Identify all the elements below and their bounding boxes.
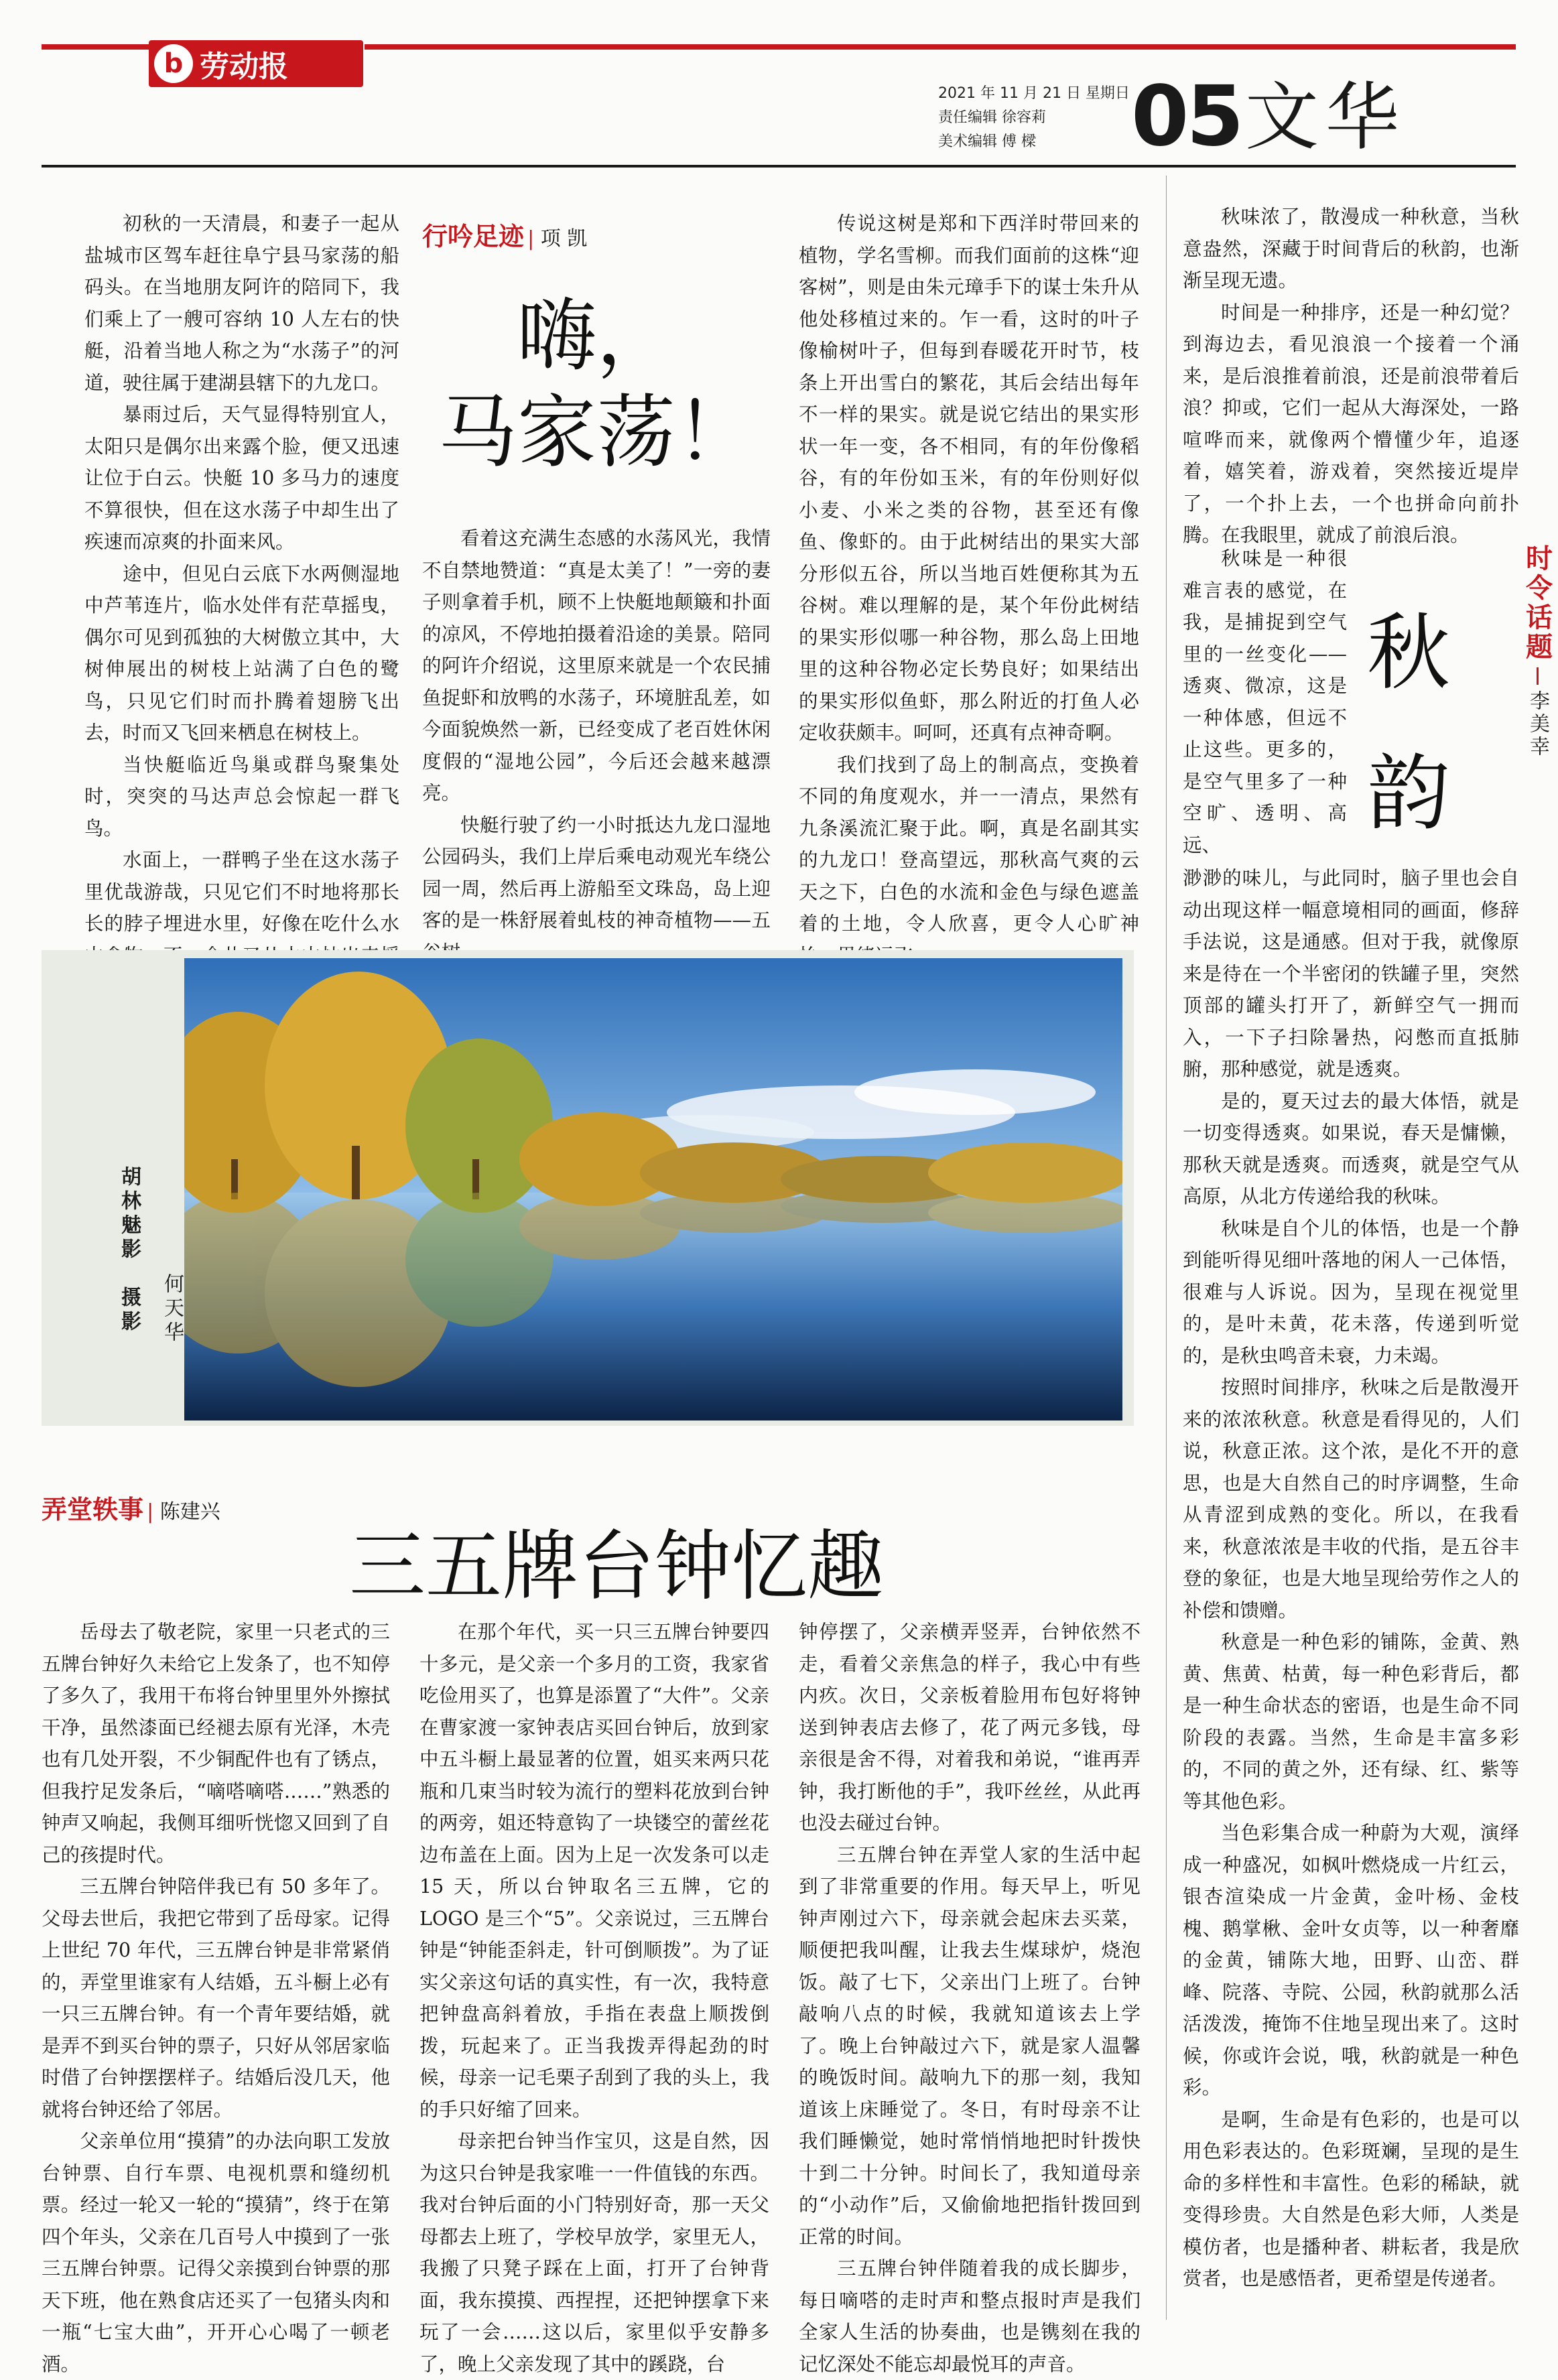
- story3-kicker: 弄堂轶事: [42, 1495, 144, 1524]
- paragraph: 渺渺的味儿，与此同时，脑子里也会自动出现这样一幅意境相同的画面，修辞手法说，这是通感。但对于我，就像原来是待在一个半密闭的铁罐子里，突然顶部的罐头打开了，新鲜空气一拥而入，一下子扫除暑热，闷憋而直抵肺腑，那种感觉，就是透爽。: [1183, 867, 1519, 1080]
- top-red-rule-right: [365, 44, 1516, 50]
- paragraph: 途中，但见白云底下水两侧湿地中芦苇连片，临水处伴有茫草摇曳，偶尔可见到孤独的大树傲立其中，大树伸展出的树枝上站满了白色的鹭鸟，只见它们时而扑腾着翅膀飞出去，时而又飞回来栖息在树枝上。: [84, 562, 399, 744]
- paragraph: 秋味浓了，散漫成一种秋意，当秋意盎然，深藏于时间背后的秋韵，也渐渐呈现无遗。: [1183, 206, 1519, 291]
- story1-title-line1: 嗨，: [517, 289, 675, 382]
- paragraph: 当快艇临近鸟巢或群鸟聚集处时，突突的马达声总会惊起一群飞鸟。: [84, 753, 399, 840]
- byline-separator: |: [147, 1500, 160, 1524]
- story2-title-char2: 韵: [1367, 746, 1451, 842]
- story2-byline: [1461, 544, 1558, 758]
- newspaper-logo[interactable]: [149, 40, 363, 87]
- paragraph: 按照时间排序，秋味之后是散漫开来的浓浓秋意。秋意是看得见的，人们说，秋意正浓。这个浓，是化不开的意思，也是大自然自己的时序调整，生命从青涩到成熟的变化。所以，在我看来，秋意浓浓是丰收的代指，是五谷丰登的象征，也是大地呈现给劳作之人的补偿和馈赠。: [1183, 1376, 1519, 1622]
- logo-mark-icon: b: [154, 44, 193, 83]
- story1-byline: [422, 216, 587, 253]
- story2-kicker: 时令话题: [1521, 544, 1553, 662]
- paragraph: 我们找到了岛上的制高点，变换着不同的角度观水，并一一清点，果然有九条溪流汇聚于此。啊，真是名副其实的九龙口！登高望远，那秋高气爽的云天之下，白色的水流和金色与绿色遮盖着的土地，令人欣喜，更令人心旷神: [799, 753, 1139, 935]
- paragraph: 钟停摆了，父亲横弄竖弄，台钟依然不走，看着父亲焦急的样子，我心中有些内疚。次日，父亲板着脸用布包好将钟送到钟表店去修了，花了两元多钱，母亲很是舍不得，对着我和弟说，“谁再弄钟，我打断他的手”，我吓丝丝，从此再也没去碰过台钟。: [799, 1621, 1141, 1834]
- landscape-photo[interactable]: [184, 958, 1122, 1420]
- story1-title-line2: 马家荡！: [438, 385, 755, 478]
- story3-byline: [42, 1489, 220, 1526]
- story2-col-narrow: [1183, 543, 1347, 861]
- paragraph: 秋味是自个儿的体悟，也是一个静到能听得见细叶落地的闲人一己体悟，很难与人诉说。因为，呈现在视觉里的，是叶未黄，花未落，传递到听觉的，是秋虫鸣音未衰，力未竭。: [1183, 1217, 1519, 1367]
- story3-title: 三五牌台钟忆趣: [348, 1522, 884, 1611]
- story1-col2: [422, 523, 771, 968]
- byline-separator: |: [527, 227, 541, 251]
- paragraph: 父亲单位用“摸猜”的办法向职工发放台钟票、自行车票、电视机票和缝纫机票。经过一轮又一轮的“摸猜”，终于在第四个年头，父亲在几百号人中摸到了一张三五牌台钟票。记得父亲摸到台钟票的那天下班，他在熟食店还买了一包猪头肉和一瓶“七宝大曲”，开开心心喝了一顿老酒。: [42, 2130, 390, 2375]
- paragraph: 秋意是一种色彩的铺陈，金黄、熟黄、焦黄、枯黄，每一种色彩背后，都是一种生命状态的密语，也是生命不同阶段的表露。当然，生命是丰富多彩的，不同的黄之外，还有绿、红、紫等等其他色彩。: [1183, 1631, 1519, 1812]
- paragraph: 母亲把台钟当作宝贝，这是自然，因为这只台钟是我家唯一一件值钱的东西。我对台钟后面的小门特别好奇，那一天父母都去上班了，学校早放学，家里无人，我搬了只凳子踩在上面，打开了台钟背面，我东摸摸、西捏捏，还把钟摆拿下来玩了一会……这以后，家里似乎安静多了，晚上父亲发现了其中的蹊跷，台: [419, 2130, 769, 2375]
- story3-col1: [42, 1616, 390, 2380]
- paragraph: 初秋的一天清晨，和妻子一起从盐城市区驾车赶往阜宁县马家荡的船码头。在当地朋友阿许的陪同下，我们乘上了一艘可容纳 10 人左右的快艇，沿着当地人称之为“水荡子”的河道，驶往属于建湖县辖下的九龙口。: [84, 212, 399, 394]
- issue-meta: [938, 82, 1159, 154]
- story2-col-top: [1183, 201, 1519, 551]
- paragraph: 传说这树是郑和下西洋时带回来的植物，学名雪柳。而我们面前的这株“迎客树”，则是由朱元璋手下的谋士朱升从他处移植过来的。乍一看，这时的叶子像榆树叶子，但每到春暖花开时节，枝条上开出雪白的繁花，其后会结出每年不一样的果实。就是说它结出的果实形状一年一变，各不相同，有的年份像稻谷，有的年份如玉米，有的年份则好似小麦、小米之类的谷物，甚至还有像鱼、像虾的。由于此树结出的果实大部分形似五谷，所以当地百姓便称其为五谷树。难以理解的是，某个年份此树结的果实形似哪一种谷物，那么岛上田地里的这种谷物必定长势良好；如果结出的果实形似鱼虾，那么附近的打鱼人必定收获颇丰。呵呵，还真有点神奇啊。: [799, 212, 1139, 744]
- story1-title: [422, 288, 771, 481]
- photo-caption-title: 胡林魅影 摄影: [117, 1166, 141, 1335]
- paragraph: 暴雨过后，天气显得特别宜人，太阳只是偶尔出来露个脸，便又迅速让位于白云。快艇 10 多马力的速度不算很快，但在这水荡子中却生出了疾速而凉爽的扑面来风。: [84, 403, 399, 553]
- paragraph: 在那个年代，买一只三五牌台钟要四十多元，是父亲一个多月的工资，我家省吃俭用买了，也算是添置了“大件”。父亲在曹家渡一家钟表店买回台钟后，放到家中五斗橱上最显著的位置，姐买来两只花瓶和几束当时较为流行的塑料花放到台钟的两旁，姐还特意钩了一块镂空的蕾丝花边布盖在上面。因为上足一次发条可以走 15 天，所以台钟取名三五牌，它的 LOGO 是三个“5”。父亲说过，三五牌台钟是“钟能歪斜走，针可倒顺拨”。为了证实父亲这句话的真实性，有一次，我特意把钟盘高斜着放，手指在表盘上顺拨倒拨，玩起来了。正当我拨弄得起劲的时候，母亲一记毛栗子刮到了我的头上，我的手只好缩了回来。: [419, 1621, 769, 2121]
- paragraph: 当色彩集合成一种蔚为大观，演绎成一种盛况，如枫叶燃烧成一片红云，银杏渲染成一片金黄，金叶杨、金枝槐、鹅掌楸、金叶女贞等，以一种奢靡的金黄，铺陈大地，田野、山峦、群峰、院落、寺院、公园，秋韵就那么活活泼泼，掩饰不住地呈现出来了。这时候，你或许会说，哦，秋韵就是一种色彩。: [1183, 1822, 1519, 2099]
- paragraph: 是啊，生命是有色彩的，也是可以用色彩表达的。色彩斑斓，呈现的是生命的多样性和丰富性。色彩的稀缺，就变得珍贵。大自然是色彩大师，人类是模仿者，也是播种者、耕耘者，我是欣赏者，也是感悟者，更希望是传递者。: [1183, 2108, 1519, 2290]
- story1-author: 项 凯: [540, 227, 588, 251]
- paragraph: 快艇行驶了约一小时抵达九龙口湿地公园码头，我们上岸后乘电动观光车绕公园一周，然后再上游船至文珠岛，岛上迎客的是一株舒展着虬枝的神奇植物——五: [422, 813, 771, 931]
- paragraph: 岳母去了敬老院，家里一只老式的三五牌台钟好久未给它上发条了，也不知停了多久了，我用干布将台钟里里外外擦拭干净，虽然漆面已经褪去原有光泽，木壳也有几处开裂，不少铜配件也有了锈点，但我拧足发条后，“嘀嗒嘀嗒……”熟悉的钟声又响起，我侧耳细听恍惚又回到了自己的孩提时代。: [42, 1621, 390, 1866]
- paragraph: 三五牌台钟伴随着我的成长脚步，每日嘀嗒的走时声和整点报时声是我们全家人生活的协奏曲，也是镌刻在我的记忆深处不能忘却最悦耳的声音。: [799, 2257, 1141, 2375]
- story3-col3: [799, 1616, 1141, 2380]
- story1-col1: [84, 208, 399, 1035]
- section-name: 文华: [1245, 74, 1406, 160]
- story1-col3: [799, 208, 1139, 1004]
- column-divider: [1166, 176, 1167, 2320]
- responsible-editor: 责任编辑 徐容莉: [938, 109, 1046, 126]
- paragraph: 是的，夏天过去的最大体悟，就是一切变得透爽。如果说，春天是慵懒，那秋天就是透爽。而透爽，就是空气从高原，从北方传递给我的秋味。: [1183, 1089, 1519, 1207]
- photo-caption-author: 何天华: [160, 1273, 184, 1345]
- paragraph: 三五牌台钟陪伴我已有 50 多年了。父母去世后，我把它带到了岳母家。记得上世纪 70 年代，三五牌台钟是非常紧俏的，弄堂里谁家有人结婚，五斗橱上必有一只三五牌台钟。有一个青年要结婚，就是弄不到买台钟的票子，只好从邻居家临时借了台钟摆摆样子。结婚后没几天，他就将台钟还给了邻居。: [42, 1875, 390, 2121]
- story2-title-char1: 秋: [1367, 605, 1451, 702]
- photo-caption: [114, 1166, 186, 1420]
- page-number: 05: [1131, 68, 1242, 165]
- story3-author: 陈建兴: [159, 1500, 220, 1524]
- paragraph: 看着这充满生态感的水荡风光，我情不自禁地赞道：“真是太美了！”一旁的妻子则拿着手机，顾不上快艇地颠簸和扑面的凉风，不停地拍摄着沿途的美景。陪同的阿许介绍说，这里原来就是一个农民捕鱼捉虾和放鸭的水荡子，环境脏乱差，如今面貌焕然一新，已经变成了老百姓休闲度假的“湿地公园”，今后还会越来越漂亮。: [422, 527, 771, 804]
- byline-separator: [1537, 667, 1539, 685]
- paragraph: 时间是一种排序，还是一种幻觉？到海边去，看见浪浪一个接着一个涌来，是后浪推着前浪，还是前浪带着后浪？抑或，它们一起从大海深处，一路喧哗而来，就像两个懵懂少年，追逐着，嬉笑着，游戏着，突然接近堤岸了，一个扑上去，一个也拼命向前扑腾。在我眼里，就成了前浪后浪。: [1183, 301, 1519, 546]
- issue-date: 2021 年 11 月 21 日 星期日: [938, 85, 1130, 102]
- story1-kicker: 行吟足迹: [422, 222, 525, 251]
- story2-col-bottom: [1183, 862, 1519, 2295]
- paragraph: 秋味是一种很难言表的感觉，在我，是捕捉到空气里的一丝变化——透爽、微凉，这是一种体感，但远不止这些。更多的，是空气里多了一种空旷、透明、高远、: [1183, 547, 1347, 856]
- header-divider: [42, 165, 1516, 168]
- paragraph: 三五牌台钟在弄堂人家的生活中起到了非常重要的作用。每天早上，听见钟声刚过六下，母亲就会起床去买菜，顺便把我叫醒，让我去生煤球炉，烧泡饭。敲了七下，父亲出门上班了。台钟敲响八点的时候，我就知道该去上学了。晚上台钟敲过六下，就是家人温馨的晚饭时间。敲响九下的那一刻，我知道该上床睡觉了。冬日，有时母亲不让我们睡懒觉，她时常悄悄地把时针拨快十到二十分钟。时间长了，我知道母亲的“小动作”后，又偷偷地把指针拨回到正常的时间。: [799, 1843, 1141, 2248]
- top-red-rule: [42, 44, 149, 50]
- paragraph: 水面上，一群鸭子坐在这水荡子里优哉游哉，只见它们不时地将那长长的脖子埋进水里，好像在吃什么水: [84, 849, 399, 935]
- story2-author: 李美幸: [1526, 690, 1549, 758]
- art-editor: 美术编辑 傅 樑: [938, 133, 1036, 150]
- story3-col2: [419, 1616, 769, 2380]
- logo-text: 劳动报: [200, 50, 288, 84]
